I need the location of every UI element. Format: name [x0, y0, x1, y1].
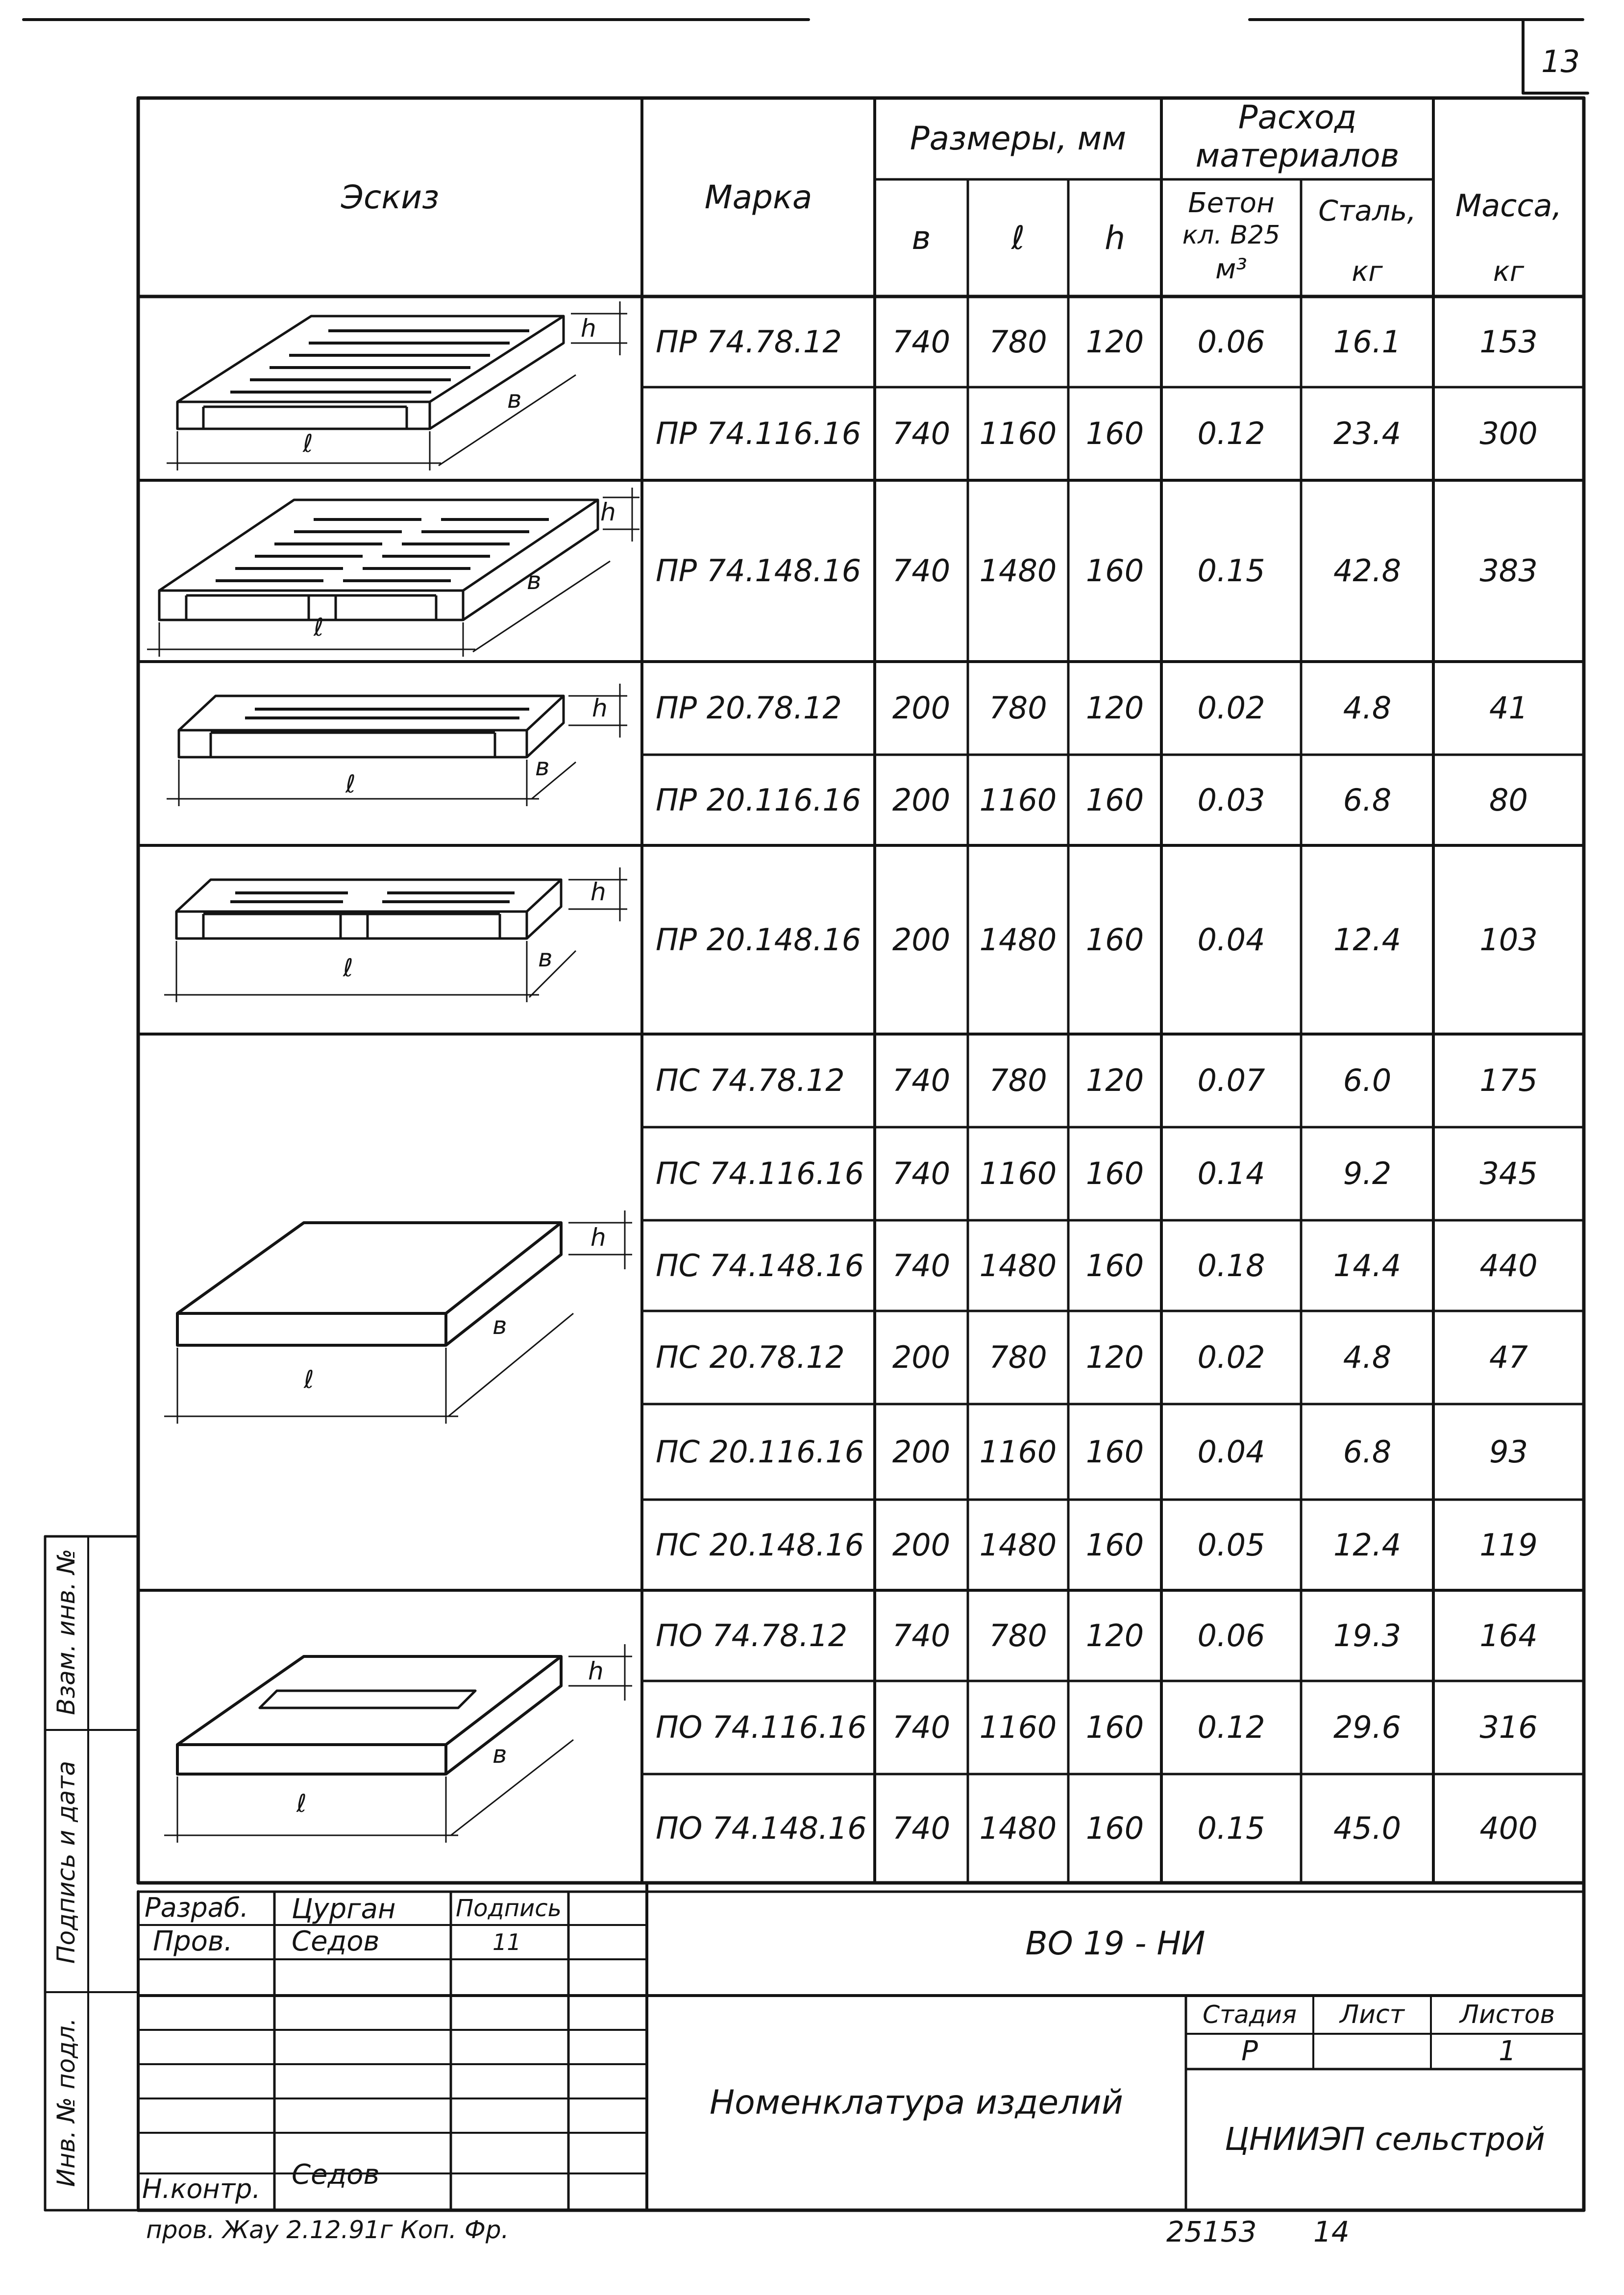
cell-concrete: 0.02	[1197, 1339, 1265, 1375]
sketch2-l-label: ℓ	[314, 613, 324, 642]
cell-steel: 6.0	[1343, 1062, 1392, 1098]
cell-l: 1160	[979, 1156, 1057, 1191]
tb-norm-control-name: Седов	[292, 2159, 380, 2191]
header-concrete-2: кл. В25	[1182, 221, 1280, 250]
cell-mark: ПР 20.78.12	[656, 690, 842, 726]
tb-stage-value: Р	[1241, 2035, 1258, 2067]
cell-b: 740	[892, 1062, 951, 1098]
stamp-sign-date: Подпись и дата	[52, 1760, 80, 1964]
header-mass-unit: кг	[1493, 256, 1525, 288]
cell-steel: 9.2	[1343, 1156, 1392, 1191]
cell-l: 1160	[979, 416, 1057, 451]
header-concrete-unit: м³	[1215, 253, 1247, 285]
cell-steel: 45.0	[1333, 1810, 1402, 1846]
cell-h: 120	[1085, 1062, 1144, 1098]
cell-b: 740	[892, 1617, 951, 1653]
footer-number: 25153	[1166, 2215, 1257, 2248]
cell-concrete: 0.04	[1197, 1433, 1265, 1470]
cell-l: 780	[989, 323, 1047, 360]
cell-mass: 119	[1479, 1527, 1538, 1563]
cell-steel: 16.1	[1333, 323, 1402, 360]
page-number: 13	[1541, 44, 1580, 79]
cell-steel: 12.4	[1333, 1527, 1402, 1563]
cell-concrete: 0.12	[1197, 1709, 1265, 1745]
sketch2-b-label: в	[527, 567, 541, 595]
header-mark: Марка	[704, 178, 812, 216]
cell-b: 200	[892, 690, 951, 726]
cell-mark: ПР 20.116.16	[656, 782, 861, 818]
cell-mass: 153	[1479, 323, 1538, 360]
cell-mass: 175	[1479, 1062, 1538, 1098]
tb-checked-name: Седов	[292, 1925, 380, 1957]
cell-l: 780	[989, 1339, 1047, 1375]
cell-l: 1480	[979, 553, 1057, 589]
tb-sheet-label: Лист	[1340, 2000, 1404, 2029]
cell-concrete: 0.18	[1197, 1247, 1265, 1283]
sketch6-h-label: h	[588, 1657, 604, 1685]
tb-checked-label: Пров.	[153, 1925, 233, 1957]
cell-mass: 345	[1479, 1156, 1538, 1191]
cell-mark: ПР 74.148.16	[656, 553, 861, 589]
cell-l: 1160	[979, 1433, 1057, 1470]
cell-mark: ПР 74.78.12	[656, 323, 842, 360]
tb-sheets-label: Листов	[1459, 2000, 1555, 2029]
cell-b: 200	[892, 921, 951, 958]
cell-mark: ПС 20.78.12	[656, 1339, 845, 1375]
cell-mass: 93	[1489, 1433, 1528, 1470]
cell-mass: 316	[1479, 1709, 1538, 1745]
cell-mass: 41	[1489, 690, 1528, 726]
stamp-replace-inv: Взам. инв. №	[52, 1549, 80, 1715]
tb-checked-sign: 11	[492, 1929, 521, 1955]
cell-mark: ПО 74.116.16	[656, 1709, 867, 1745]
cell-mark: ПС 74.78.12	[656, 1062, 845, 1098]
cell-concrete: 0.15	[1197, 553, 1265, 589]
cell-concrete: 0.06	[1197, 1617, 1265, 1653]
cell-mark: ПС 74.116.16	[656, 1156, 864, 1191]
cell-mass: 47	[1489, 1339, 1528, 1375]
sketch3-l-label: ℓ	[345, 770, 356, 798]
cell-mass: 383	[1479, 553, 1538, 589]
cell-h: 160	[1085, 782, 1144, 818]
cell-b: 200	[892, 1527, 951, 1563]
header-steel-unit: кг	[1352, 256, 1383, 288]
cell-h: 160	[1085, 1156, 1144, 1191]
sketch1-h-label: h	[581, 314, 596, 343]
stamp-inv-orig: Инв. № подл.	[52, 2018, 80, 2187]
header-consumption-2: материалов	[1195, 136, 1400, 174]
cell-l: 1160	[979, 782, 1057, 818]
cell-concrete: 0.04	[1197, 921, 1265, 958]
cell-l: 1480	[979, 1527, 1057, 1563]
sketch3-b-label: в	[535, 753, 550, 781]
cell-b: 740	[892, 1810, 951, 1846]
cell-steel: 19.3	[1333, 1617, 1402, 1653]
cell-l: 1480	[979, 921, 1057, 958]
cell-concrete: 0.12	[1197, 416, 1265, 451]
cell-h: 120	[1085, 323, 1144, 360]
tb-stage-label: Стадия	[1203, 2000, 1297, 2029]
cell-b: 740	[892, 553, 951, 589]
cell-mark: ПС 20.116.16	[656, 1433, 864, 1470]
cell-h: 120	[1085, 1617, 1144, 1653]
cell-h: 160	[1085, 921, 1144, 958]
sketch4-b-label: в	[538, 944, 553, 972]
cell-steel: 23.4	[1333, 416, 1402, 451]
header-steel: Сталь,	[1318, 194, 1416, 227]
cell-l: 1480	[979, 1810, 1057, 1846]
tb-developed-name: Цурган	[292, 1893, 396, 1925]
cell-mass: 80	[1489, 782, 1528, 818]
cell-b: 740	[892, 1709, 951, 1745]
cell-concrete: 0.15	[1197, 1810, 1265, 1846]
header-sketch: Эскиз	[341, 178, 440, 216]
sketch2-h-label: h	[600, 498, 616, 526]
tb-code: ВО 19 - НИ	[1025, 1925, 1206, 1962]
cell-l: 780	[989, 1617, 1047, 1653]
cell-l: 1160	[979, 1709, 1057, 1745]
cell-b: 200	[892, 1433, 951, 1470]
cell-h: 160	[1085, 1810, 1144, 1846]
sketch5-h-label: h	[591, 1223, 606, 1252]
cell-concrete: 0.14	[1197, 1156, 1265, 1191]
header-dim-h: h	[1105, 219, 1125, 257]
sketch5-l-label: ℓ	[304, 1365, 314, 1394]
cell-steel: 42.8	[1333, 553, 1402, 589]
cell-concrete: 0.03	[1197, 782, 1265, 818]
header-dim-l: ℓ	[1011, 219, 1025, 257]
tb-sheets-value: 1	[1499, 2035, 1516, 2067]
sketch5-b-label: в	[492, 1311, 507, 1340]
cell-concrete: 0.05	[1197, 1527, 1265, 1563]
cell-h: 160	[1085, 553, 1144, 589]
cell-mark: ПО 74.148.16	[656, 1810, 867, 1846]
sketch6-l-label: ℓ	[296, 1789, 307, 1818]
cell-b: 740	[892, 1247, 951, 1283]
header-mass: Масса,	[1455, 188, 1562, 223]
sketch1-b-label: в	[507, 385, 522, 414]
cell-l: 1480	[979, 1247, 1057, 1283]
cell-steel: 4.8	[1343, 1339, 1392, 1375]
cell-mark: ПР 20.148.16	[656, 921, 861, 958]
tb-title: Номенклатура изделий	[710, 2083, 1123, 2122]
tb-norm-control-label: Н.контр.	[142, 2173, 261, 2204]
cell-steel: 6.8	[1343, 1433, 1392, 1470]
header-consumption-1: Расход	[1238, 99, 1357, 136]
cell-h: 160	[1085, 1527, 1144, 1563]
cell-concrete: 0.02	[1197, 690, 1265, 726]
cell-h: 160	[1085, 1709, 1144, 1745]
cell-mass: 400	[1479, 1810, 1538, 1846]
cell-mass: 103	[1479, 921, 1538, 958]
cell-mark: ПО 74.78.12	[656, 1617, 848, 1653]
tb-organization: ЦНИИЭП сельстрой	[1225, 2122, 1545, 2158]
cell-l: 780	[989, 1062, 1047, 1098]
sketch6-b-label: в	[492, 1740, 507, 1769]
cell-concrete: 0.07	[1197, 1062, 1265, 1098]
cell-steel: 14.4	[1333, 1247, 1402, 1283]
cell-steel: 12.4	[1333, 921, 1402, 958]
header-concrete-1: Бетон	[1188, 187, 1275, 219]
cell-h: 120	[1085, 690, 1144, 726]
cell-b: 740	[892, 323, 951, 360]
sketch3-h-label: h	[592, 694, 608, 722]
cell-h: 160	[1085, 1433, 1144, 1470]
cell-h: 160	[1085, 1247, 1144, 1283]
cell-steel: 29.6	[1333, 1709, 1402, 1745]
tb-developed-label: Разраб.	[145, 1892, 249, 1923]
cell-mass: 440	[1479, 1247, 1538, 1283]
cell-mark: ПС 20.148.16	[656, 1527, 864, 1563]
tb-signature-header: Подпись	[456, 1895, 562, 1922]
footer-copy: 14	[1313, 2215, 1350, 2248]
cell-b: 740	[892, 1156, 951, 1191]
cell-concrete: 0.06	[1197, 323, 1265, 360]
sketch4-l-label: ℓ	[343, 954, 353, 982]
sketch1-l-label: ℓ	[303, 429, 313, 458]
footer-note: пров. Жау 2.12.91г Коп. Фр.	[146, 2216, 509, 2244]
cell-mark: ПР 74.116.16	[656, 416, 861, 451]
header-dim-b: в	[911, 219, 931, 257]
cell-h: 160	[1085, 416, 1144, 451]
cell-b: 200	[892, 782, 951, 818]
cell-mass: 300	[1479, 416, 1538, 451]
header-dimensions: Размеры, мм	[910, 120, 1127, 157]
cell-mark: ПС 74.148.16	[656, 1247, 864, 1283]
cell-steel: 4.8	[1343, 690, 1392, 726]
cell-b: 200	[892, 1339, 951, 1375]
cell-mass: 164	[1479, 1617, 1538, 1653]
cell-l: 780	[989, 690, 1047, 726]
sketch4-h-label: h	[591, 878, 606, 906]
tb-sheet-value	[1313, 2034, 1431, 2069]
cell-h: 120	[1085, 1339, 1144, 1375]
cell-steel: 6.8	[1343, 782, 1392, 818]
cell-b: 740	[892, 416, 951, 451]
